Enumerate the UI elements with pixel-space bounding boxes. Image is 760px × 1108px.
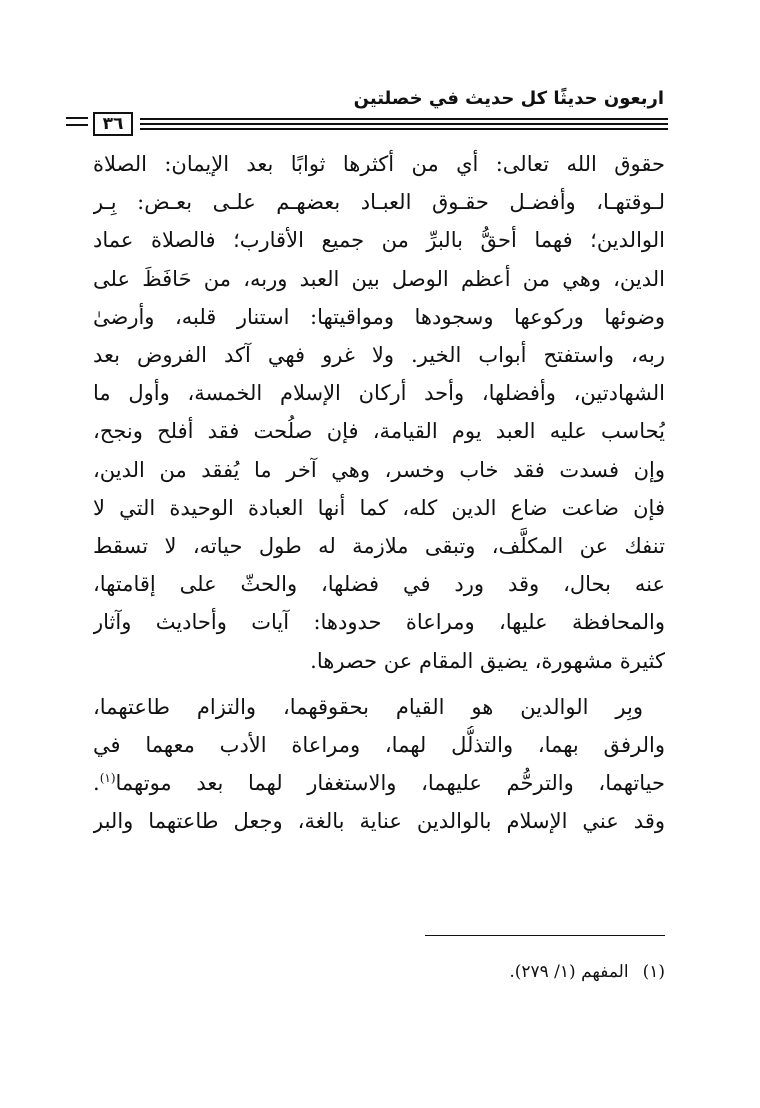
text-line-content: حياتهما، والترحُّم عليهما، والاستغفار لهما بعد موتهما bbox=[115, 771, 665, 796]
text-line: وضوئها وركوعها وسجودها ومواقيتها: استنار قلبه، وأرضىٰ bbox=[93, 304, 665, 329]
footnote-text: المفهم (١/ ٢٧٩). bbox=[509, 962, 629, 982]
text-line: حقوق الله تعالى: أي من أكثرها ثوابًا بعد الإيمان: الصلاة bbox=[93, 152, 665, 176]
text-line: يُحاسب عليه العبد يوم القيامة، فإن صلُحت فقد أفلح ونجح، bbox=[93, 419, 665, 444]
text-line bbox=[93, 688, 665, 726]
text-line: وإن فسدت فقد خاب وخسر، وهي آخر ما يُفقد من الدين، bbox=[93, 457, 665, 482]
line-end-period: . bbox=[93, 771, 100, 796]
footnote bbox=[509, 962, 665, 982]
text-line: وقد عني الإسلام بالوالدين عناية بالغة، وجعل طاعتهما والبر bbox=[93, 809, 665, 834]
text-line: والرفق بهما، والتذلُّل لهما، ومراعاة الأدب معهما في bbox=[93, 733, 665, 758]
text-line: فإن ضاعت ضاع الدين كله، كما أنها العبادة الوحيدة التي لا bbox=[93, 495, 665, 520]
text-line: عنه بحال، وقد ورد في فضلها، والحثّ على إقامتها، bbox=[93, 572, 665, 597]
text-line: لـوقتهـا، وأفضـل حقـوق العبـاد بعضهـم علـى بعـض: بِـر bbox=[93, 190, 665, 215]
header-rule-bottom bbox=[140, 128, 668, 130]
text-line: الدين، وهي من أعظم الوصل بين العبد وربه، من حَافَظَ على bbox=[93, 266, 665, 291]
paragraph-gap bbox=[93, 680, 665, 688]
footnote-separator bbox=[425, 935, 665, 936]
text-line bbox=[93, 764, 665, 802]
main-text bbox=[93, 145, 665, 841]
header-rule-top bbox=[140, 118, 668, 120]
header-ornament bbox=[66, 117, 88, 131]
page-number: ٣٦ bbox=[93, 112, 133, 136]
text-line: الشهادتين، وأفضلها، وأحد أركان الإسلام الخمسة، وأول ما bbox=[93, 381, 665, 406]
text-line: ربه، واستفتح أبواب الخير. ولا غرو فهي آكد الفروض بعد bbox=[93, 343, 665, 368]
text-line-content: وبِر الوالدين هو القيام بحقوقهما، والتزام طاعتهما، bbox=[93, 694, 643, 719]
text-line: والمحافظة عليها، ومراعاة حدودها: آيات وأحاديث وآثار bbox=[93, 610, 665, 635]
footnote-number: (١) bbox=[642, 962, 665, 982]
text-line: الوالدين؛ فهما أحقُّ بالبرِّ من جميع الأقارب؛ فالصلاة عماد bbox=[93, 228, 665, 253]
header-rule-middle bbox=[140, 123, 668, 125]
text-line: تنفك عن المكلَّف، وتبقى ملازمة له طول حياته، لا تسقط bbox=[93, 534, 665, 559]
running-header-title: اربعون حديثًا كل حديث في خصلتين bbox=[353, 88, 664, 109]
footnote-reference[interactable]: (١) bbox=[99, 771, 116, 786]
text-line: كثيرة مشهورة، يضيق المقام عن حصرها. bbox=[310, 648, 665, 673]
